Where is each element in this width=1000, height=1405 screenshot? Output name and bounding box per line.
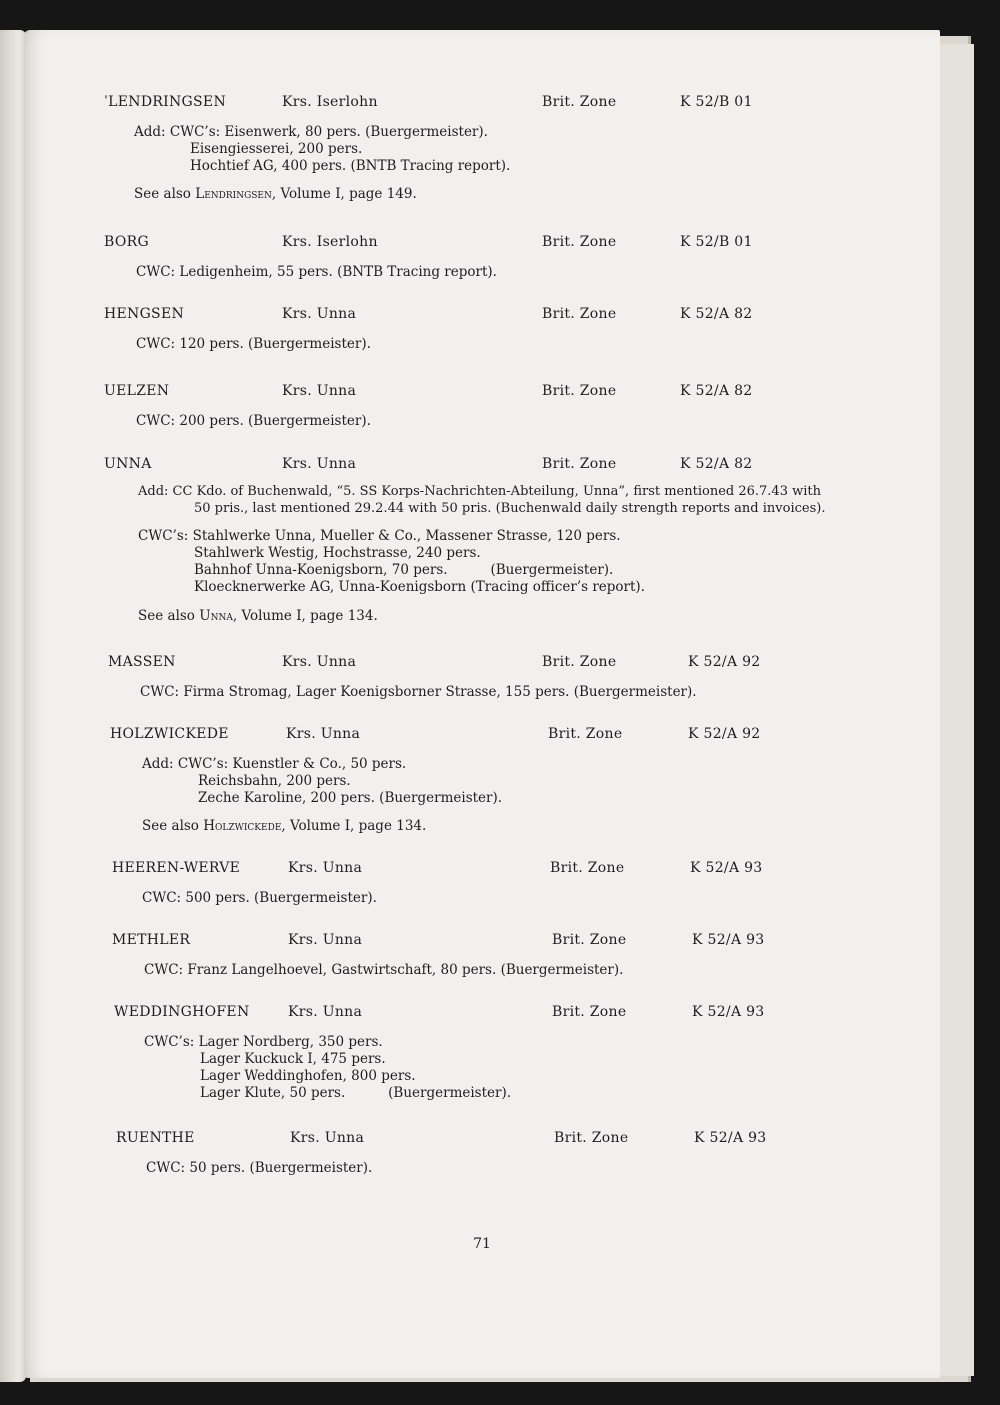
entry-place: UELZEN bbox=[104, 383, 170, 399]
entry-ref: K 52/A 93 bbox=[692, 1004, 765, 1020]
entry-place: HOLZWICKEDE bbox=[110, 726, 229, 742]
entry-ruenthe bbox=[24, 1130, 940, 1176]
entry-massen bbox=[24, 654, 940, 700]
entry-ref: K 52/B 01 bbox=[680, 94, 753, 110]
entry-place: RUENTHE bbox=[116, 1130, 195, 1146]
entry-place: WEDDINGHOFEN bbox=[114, 1004, 250, 1020]
entry-district: Krs. Unna bbox=[288, 1004, 363, 1020]
entry-line: CWC’s: Lager Nordberg, 350 pers. bbox=[144, 1034, 383, 1050]
entry-line: Lager Weddinghofen, 800 pers. bbox=[200, 1068, 416, 1084]
entry-ref: K 52/B 01 bbox=[680, 234, 753, 250]
entry-place: HENGSEN bbox=[104, 306, 185, 322]
entry-line: Bahnhof Unna-Koenigsborn, 70 pers. (Buergermeister). bbox=[194, 562, 614, 578]
entry-line: CWC: 500 pers. (Buergermeister). bbox=[142, 890, 377, 906]
entry-district: Krs. Unna bbox=[282, 456, 357, 472]
entry-weddinghofen bbox=[24, 1004, 940, 1101]
entry-zone: Brit. Zone bbox=[542, 234, 617, 250]
entry-district: Krs. Unna bbox=[288, 860, 363, 876]
entry-ref: K 52/A 82 bbox=[680, 306, 753, 322]
entry-line: CWC: 50 pers. (Buergermeister). bbox=[146, 1160, 373, 1176]
entry-ref: K 52/A 93 bbox=[692, 932, 765, 948]
entry-heeren-werve bbox=[24, 860, 940, 906]
entry-district: Krs. Unna bbox=[282, 306, 357, 322]
entry-zone: Brit. Zone bbox=[552, 932, 627, 948]
entry-line: Lager Kuckuck I, 475 pers. bbox=[200, 1051, 386, 1067]
entry-line: Zeche Karoline, 200 pers. (Buergermeister). bbox=[198, 790, 503, 806]
entry-district: Krs. Unna bbox=[290, 1130, 365, 1146]
entry-ref: K 52/A 93 bbox=[694, 1130, 767, 1146]
previous-page-edge bbox=[0, 30, 26, 1382]
entry-line: Add: CWC’s: Eisenwerk, 80 pers. (Buergermeister). bbox=[134, 124, 488, 140]
entry-place: METHLER bbox=[112, 932, 191, 948]
entry-district: Krs. Unna bbox=[282, 383, 357, 399]
entry-line: Reichsbahn, 200 pers. bbox=[198, 773, 351, 789]
entry-ref: K 52/A 92 bbox=[688, 654, 761, 670]
entry-methler bbox=[24, 932, 940, 978]
entry-line: CWC: Ledigenheim, 55 pers. (BNTB Tracing report). bbox=[136, 264, 497, 280]
entry-ref: K 52/A 93 bbox=[690, 860, 763, 876]
entry-unna bbox=[24, 456, 940, 624]
entry-ref: K 52/A 92 bbox=[688, 726, 761, 742]
entry-zone: Brit. Zone bbox=[554, 1130, 629, 1146]
entry-place: ˈLENDRINGSEN bbox=[104, 94, 227, 110]
entry-hengsen bbox=[24, 306, 940, 352]
entry-district: Krs. Unna bbox=[288, 932, 363, 948]
entry-zone: Brit. Zone bbox=[548, 726, 623, 742]
entry-line: CWC: Firma Stromag, Lager Koenigsborner Strasse, 155 pers. (Buergermeister). bbox=[140, 684, 697, 700]
entry-line: Kloecknerwerke AG, Unna-Koenigsborn (Tracing officer’s report). bbox=[194, 579, 645, 595]
entry-place: HEEREN-WERVE bbox=[112, 860, 241, 876]
entry-place: BORG bbox=[104, 234, 149, 250]
entry-line: CWC: 200 pers. (Buergermeister). bbox=[136, 413, 371, 429]
entry-place: UNNA bbox=[104, 456, 152, 472]
entry-zone: Brit. Zone bbox=[542, 94, 617, 110]
entry-uelzen bbox=[24, 383, 940, 429]
entry-district: Krs. Unna bbox=[286, 726, 361, 742]
entry-line: Add: CWC’s: Kuenstler & Co., 50 pers. bbox=[142, 756, 407, 772]
entry-zone: Brit. Zone bbox=[542, 456, 617, 472]
entry-holzwickede bbox=[24, 726, 940, 834]
entry-place: MASSEN bbox=[108, 654, 176, 670]
entry-line: 50 pris., last mentioned 29.2.44 with 50 pris. (Buchenwald daily strength reports and invoices). bbox=[194, 501, 826, 516]
entry-line: Hochtief AG, 400 pers. (BNTB Tracing report). bbox=[190, 158, 511, 174]
entry-zone: Brit. Zone bbox=[542, 654, 617, 670]
see-also: See also Lendringsen, Volume I, page 149. bbox=[134, 186, 417, 202]
entry-district: Krs. Unna bbox=[282, 654, 357, 670]
entry-line: CWC: Franz Langelhoevel, Gastwirtschaft, 80 pers. (Buergermeister). bbox=[144, 962, 624, 978]
entry-zone: Brit. Zone bbox=[542, 306, 617, 322]
entry-line: Eisengiesserei, 200 pers. bbox=[190, 141, 363, 157]
entry-zone: Brit. Zone bbox=[542, 383, 617, 399]
entry-ref: K 52/A 82 bbox=[680, 383, 753, 399]
entry-district: Krs. Iserlohn bbox=[282, 234, 378, 250]
see-also: See also Unna, Volume I, page 134. bbox=[138, 608, 378, 624]
entry-zone: Brit. Zone bbox=[552, 1004, 627, 1020]
entry-district: Krs. Iserlohn bbox=[282, 94, 378, 110]
entry-line: Lager Klute, 50 pers. (Buergermeister). bbox=[200, 1085, 512, 1101]
book-page bbox=[24, 30, 940, 1378]
entry-line: Stahlwerk Westig, Hochstrasse, 240 pers. bbox=[194, 545, 481, 561]
see-also: See also Holzwickede, Volume I, page 134. bbox=[142, 818, 427, 834]
page-number: 71 bbox=[473, 1236, 491, 1252]
entry-line: CWC’s: Stahlwerke Unna, Mueller & Co., Massener Strasse, 120 pers. bbox=[138, 528, 621, 544]
entry-borg bbox=[24, 234, 940, 280]
entry-ref: K 52/A 82 bbox=[680, 456, 753, 472]
entry-lendringsen bbox=[24, 94, 940, 202]
entry-zone: Brit. Zone bbox=[550, 860, 625, 876]
entry-line: Add: CC Kdo. of Buchenwald, “5. SS Korps-Nachrichten-Abteilung, Unna”, first mentioned 26.7.43 with bbox=[138, 484, 821, 499]
entry-line: CWC: 120 pers. (Buergermeister). bbox=[136, 336, 371, 352]
